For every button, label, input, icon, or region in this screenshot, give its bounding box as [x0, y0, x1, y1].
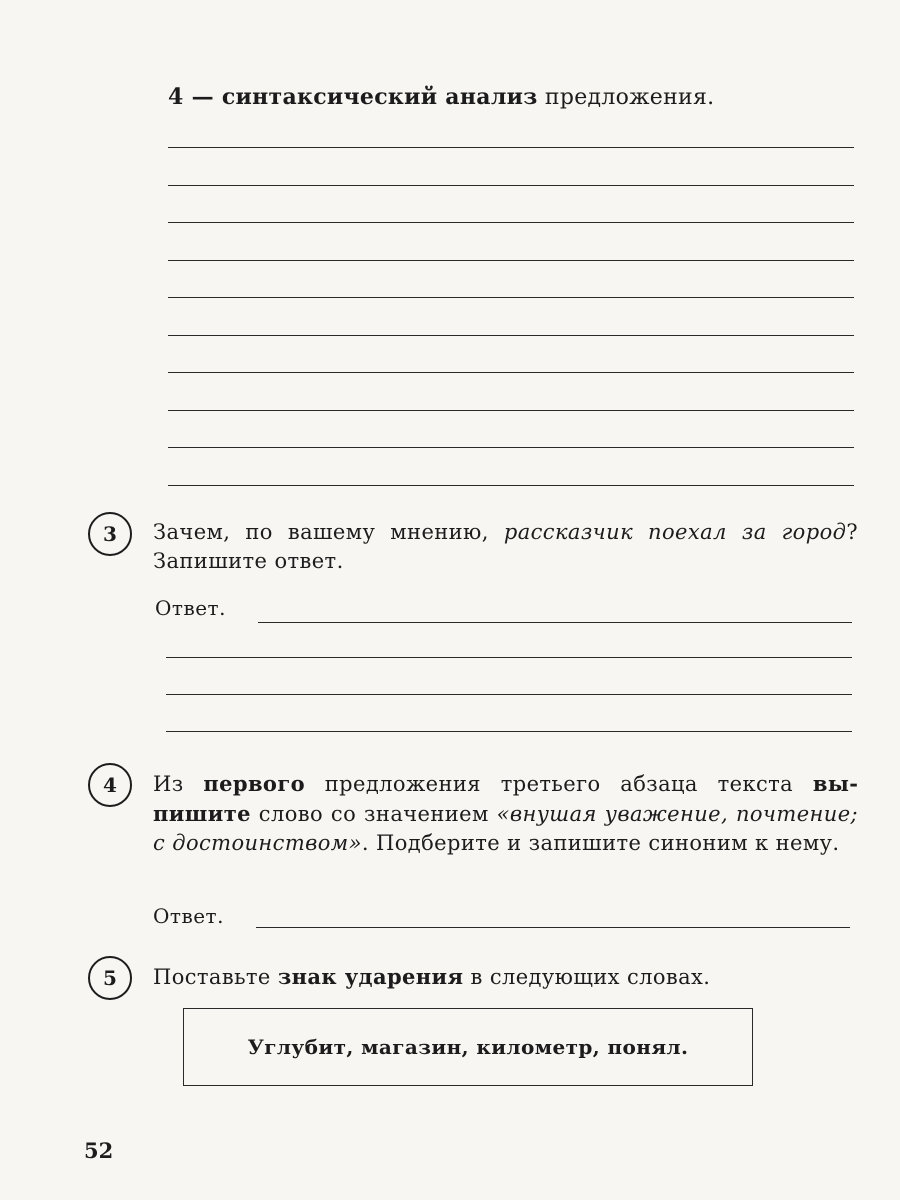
task-4-bold-2: выпишите [153, 771, 858, 826]
task-5-text-1: Поставьте [153, 965, 278, 989]
writing-line[interactable] [168, 485, 854, 486]
word-list-box [183, 1008, 753, 1086]
answer-line[interactable] [256, 927, 850, 928]
section-heading [168, 84, 714, 110]
writing-line[interactable] [168, 222, 854, 223]
task-5 [88, 956, 858, 1006]
task-number-badge: 3 [88, 512, 132, 556]
writing-line[interactable] [168, 260, 854, 261]
task-4-text-4: . Подберите и запишите синоним к нему. [361, 831, 840, 855]
heading-number: 4 [168, 84, 184, 110]
writing-line[interactable] [168, 447, 854, 448]
task-number-badge: 4 [88, 763, 132, 807]
task-3-text-start: Зачем, по вашему мнению, [153, 520, 504, 544]
heading-dash: — [183, 84, 222, 110]
writing-line[interactable] [168, 410, 854, 411]
word-list[interactable]: Углубит, магазин, километр, понял. [247, 1035, 689, 1059]
task-3-question [153, 518, 858, 576]
answer-line[interactable] [258, 622, 852, 623]
task-5-bold: знак ударения [277, 964, 464, 989]
task-5-text-2: в следующих словах. [463, 965, 711, 989]
task-number-badge: 5 [88, 956, 132, 1000]
answer-line[interactable] [166, 731, 852, 732]
task-4-text-1: Из [153, 772, 204, 796]
answer-label: Ответ. [155, 596, 226, 620]
answer-line[interactable] [166, 694, 852, 695]
heading-rest: предложения. [537, 85, 715, 110]
writing-line[interactable] [168, 335, 854, 336]
writing-line[interactable] [168, 147, 854, 148]
answer-label: Ответ. [153, 904, 224, 928]
task-4-text-2: предложения третьего абзаца текста [305, 772, 813, 796]
writing-line[interactable] [168, 297, 854, 298]
task-4-bold-1: первого [203, 771, 306, 796]
task-3-text-italic: рассказчик поехал за город [503, 520, 847, 544]
writing-line[interactable] [168, 372, 854, 373]
task-4 [88, 763, 858, 893]
writing-line[interactable] [168, 185, 854, 186]
page-number: 52 [84, 1138, 114, 1163]
task-4-question [153, 769, 858, 858]
heading-bold-text: синтаксический анализ [221, 84, 538, 110]
task-4-text-3: слово со значением [250, 802, 497, 826]
task-4-italic: «внушая уважение, почтение; с достоинством» [153, 802, 858, 855]
task-5-question [153, 962, 858, 992]
answer-line[interactable] [166, 657, 852, 658]
task-3-text-end: ? Запишите ответ. [153, 520, 858, 573]
